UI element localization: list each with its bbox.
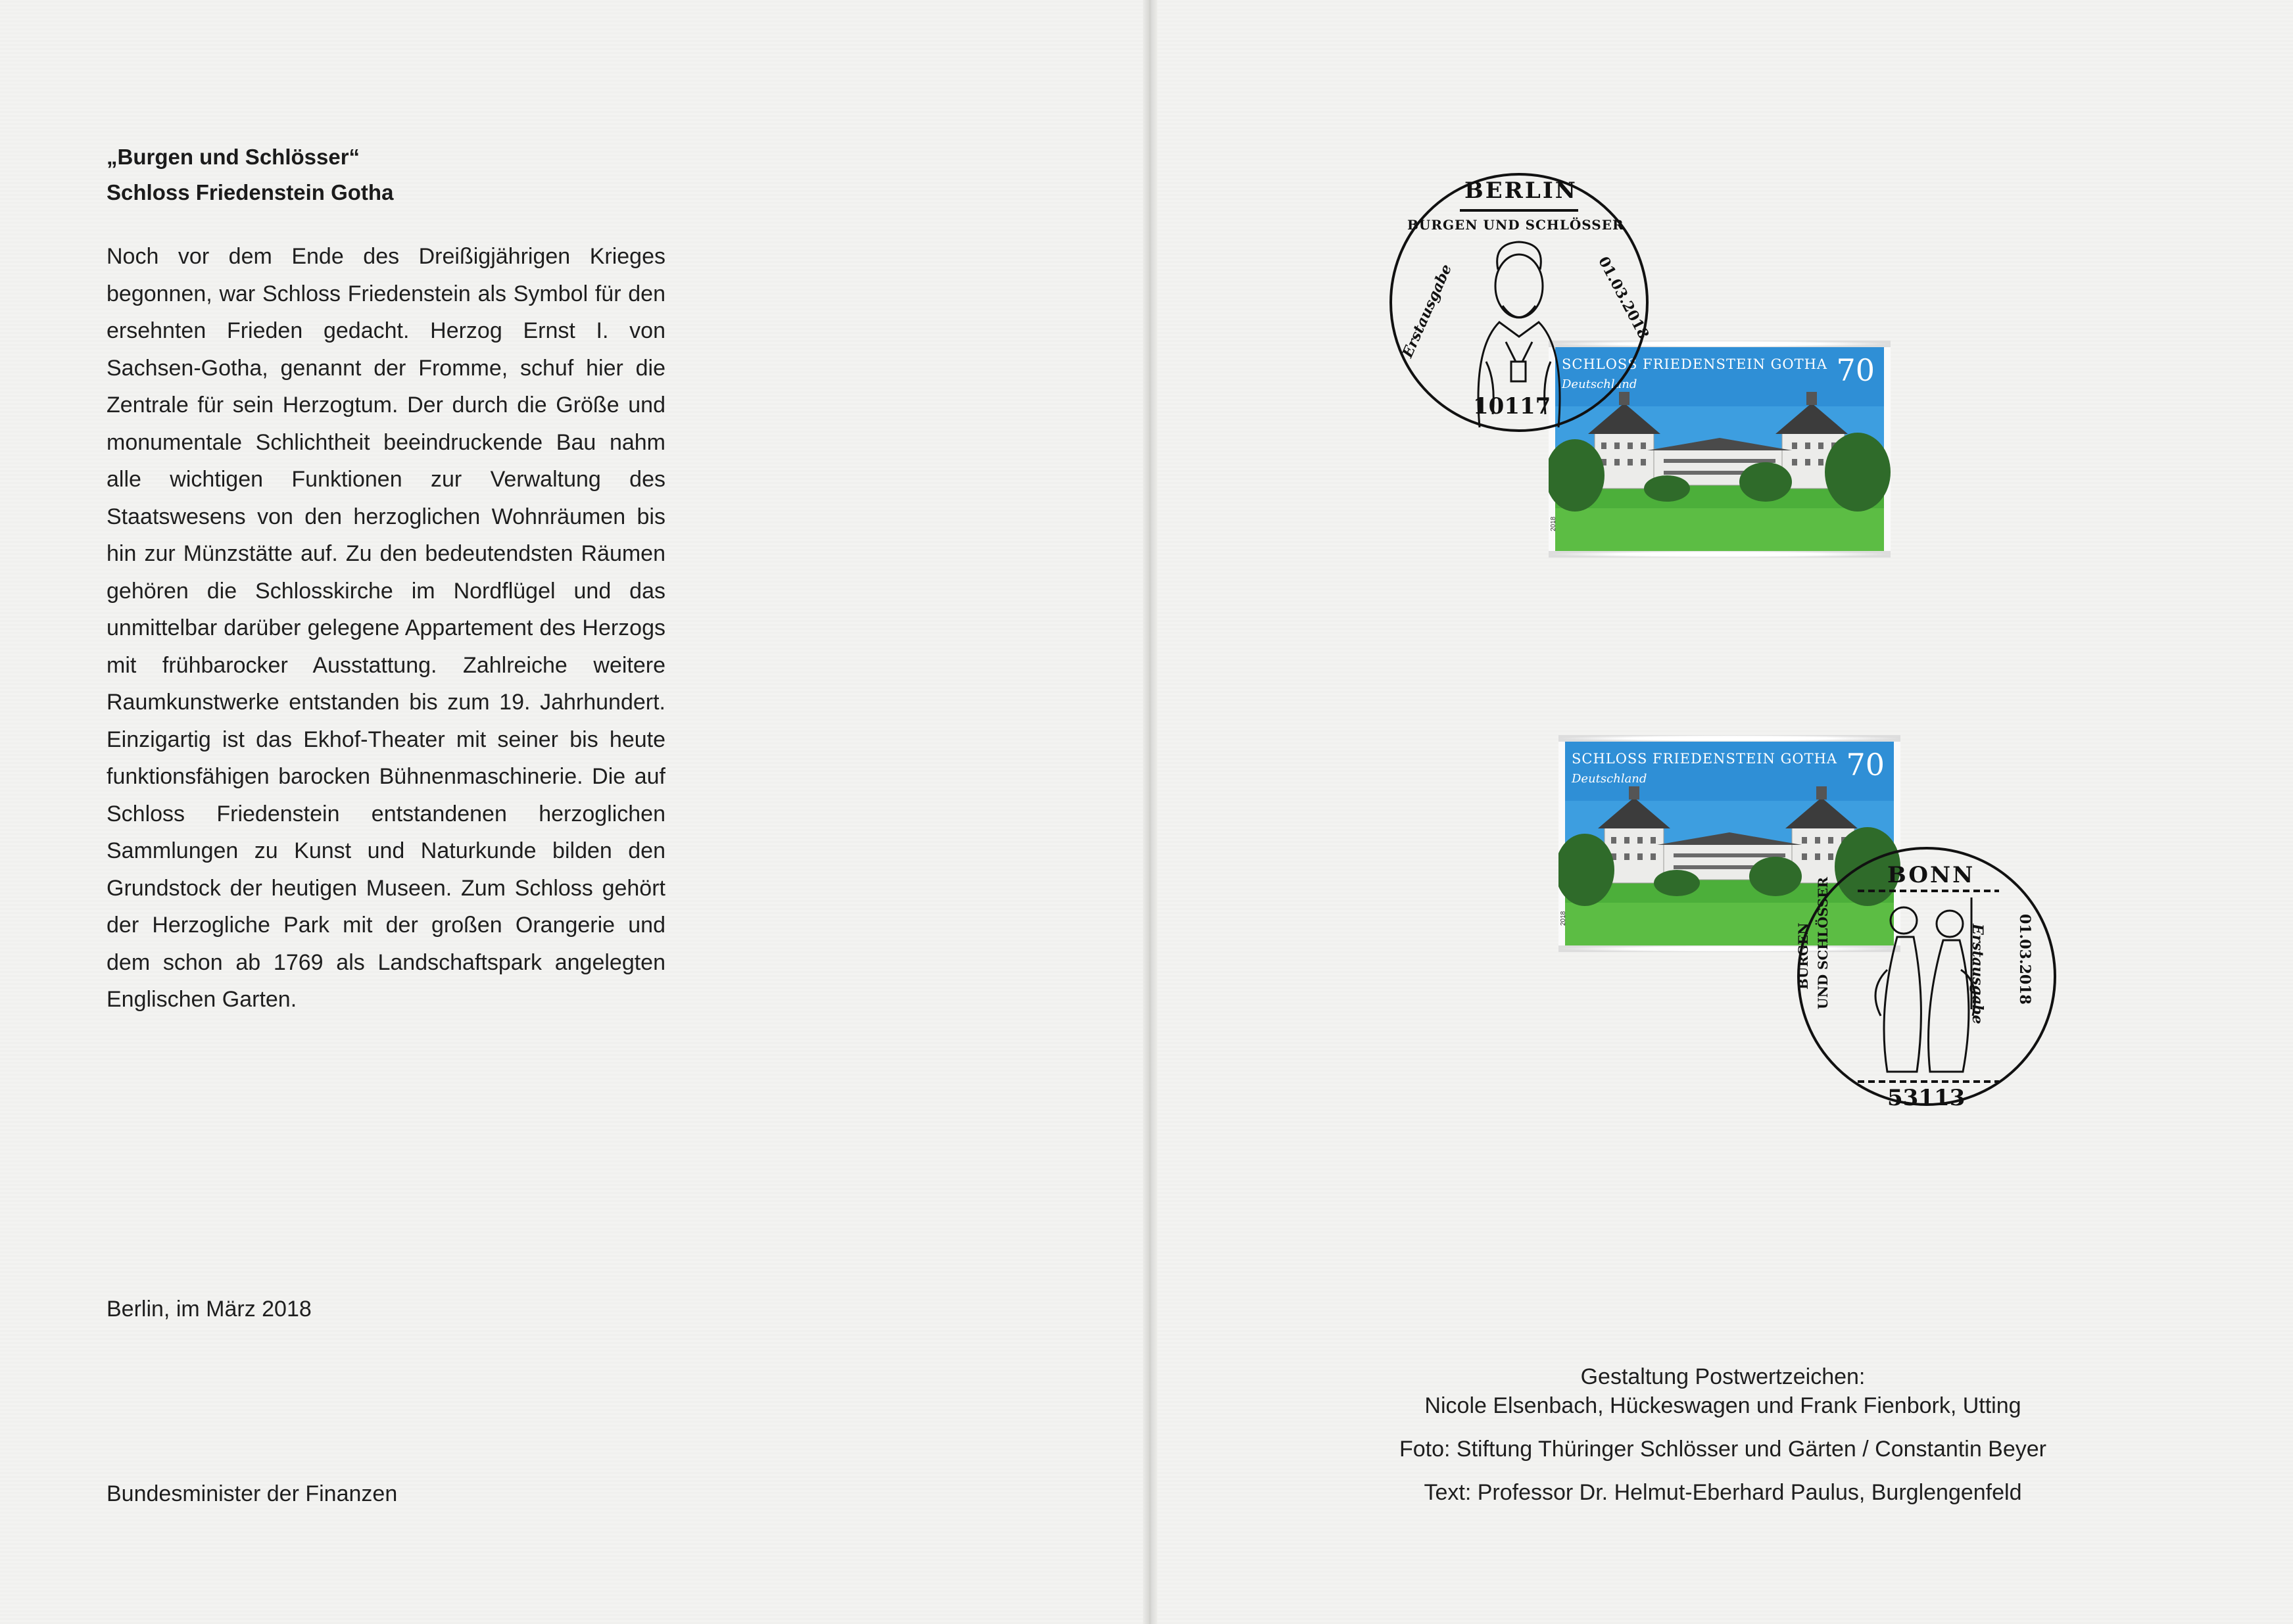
postmark-theme-line2: UND SCHLÖSSER bbox=[1815, 876, 1831, 1009]
postmark-city: BONN bbox=[1887, 862, 1975, 888]
postmark-berlin bbox=[1381, 164, 1657, 441]
credits-design-label: Gestaltung Postwertzeichen: bbox=[1580, 1364, 1866, 1389]
heading bbox=[107, 139, 698, 210]
stamp-year: 2018 bbox=[1560, 911, 1567, 926]
postmark-theme: BURGEN UND SCHLÖSSER bbox=[1407, 217, 1624, 233]
credits bbox=[1289, 1362, 2157, 1521]
postmark-theme-line1: BURGEN bbox=[1795, 922, 1811, 990]
stamp-title: SCHLOSS FRIEDENSTEIN GOTHA bbox=[1562, 356, 1828, 372]
credits-photo: Foto: Stiftung Thüringer Schlösser und Gärten / Constantin Beyer bbox=[1399, 1437, 2046, 1462]
postmark-city: BERLIN bbox=[1464, 178, 1578, 204]
left-page bbox=[0, 0, 1143, 1624]
postmark-date: 01.03.2018 bbox=[1595, 254, 1653, 342]
stamp-country: Deutschland bbox=[1572, 772, 1647, 786]
stamp-country: Deutschland bbox=[1562, 377, 1637, 391]
signatory: Bundesminister der Finanzen bbox=[107, 1481, 398, 1506]
credits-text: Text: Professor Dr. Helmut-Eberhard Paulus, Burglengenfeld bbox=[1424, 1480, 2022, 1505]
heading-series: „Burgen und Schlösser“ bbox=[107, 145, 360, 169]
stamp-title: SCHLOSS FRIEDENSTEIN GOTHA bbox=[1572, 751, 1838, 767]
heading-title: Schloss Friedenstein Gotha bbox=[107, 180, 394, 204]
center-fold bbox=[1143, 0, 1157, 1624]
postmark-label: Erstausgabe bbox=[1399, 262, 1456, 360]
postmark-postcode: 53113 bbox=[1887, 1085, 1966, 1111]
postmark-date: 01.03.2018 bbox=[2016, 914, 2033, 1005]
stamp-year: 2018 bbox=[1550, 516, 1557, 531]
credits-designers: Nicole Elsenbach, Hückeswagen und Frank Fienbork, Utting bbox=[1424, 1393, 2021, 1418]
place-date: Berlin, im März 2018 bbox=[107, 1297, 312, 1322]
postmark-postcode: 10117 bbox=[1473, 393, 1551, 419]
postmark-label: Erstausgabe bbox=[1969, 924, 1986, 1024]
postmark-bonn bbox=[1789, 838, 2065, 1114]
body-text: Noch vor dem Ende des Dreißigjährigen Krieges begonnen, war Schloss Friedenstein als Symbol für den ersehnten Frieden gedacht. Herzog Ernst I. von Sachsen-Gotha, genannt der Fromme, schuf hier die Zentrale für sein Herzogtum. Der durch die Größe und monumentale Schlichtheit beeindruckende Bau nahm alle wichtigen Funktionen zur Verwaltung des Staatswesens von den herzoglichen Wohnräumen bis hin zur Münzstätte auf. Zu den bedeutendsten Räumen gehören die Schlosskirche im Nordflügel und das unmittelbar darüber gelegene Appartement des Herzogs mit frühbarocker Ausstattung. Zahlreiche weitere Raumkunstwerke entstanden bis zum 19. Jahrhundert. Einzigartig ist das Ekhof-Theater mit seiner bis heute funktionsfähigen barocken Bühnenmaschinerie. Die auf Schloss Friedenstein entstandenen herzoglichen Sammlungen zu Kunst und Naturkunde bilden den Grundstock der heutigen Museen. Zum Schloss gehört der Herzogliche Park mit der großen Orangerie und dem schon ab 1769 als Landschaftspark angelegten Englischen Garten. bbox=[107, 244, 665, 1012]
stamp-value: 70 bbox=[1846, 747, 1885, 782]
stamp-value: 70 bbox=[1836, 352, 1875, 388]
